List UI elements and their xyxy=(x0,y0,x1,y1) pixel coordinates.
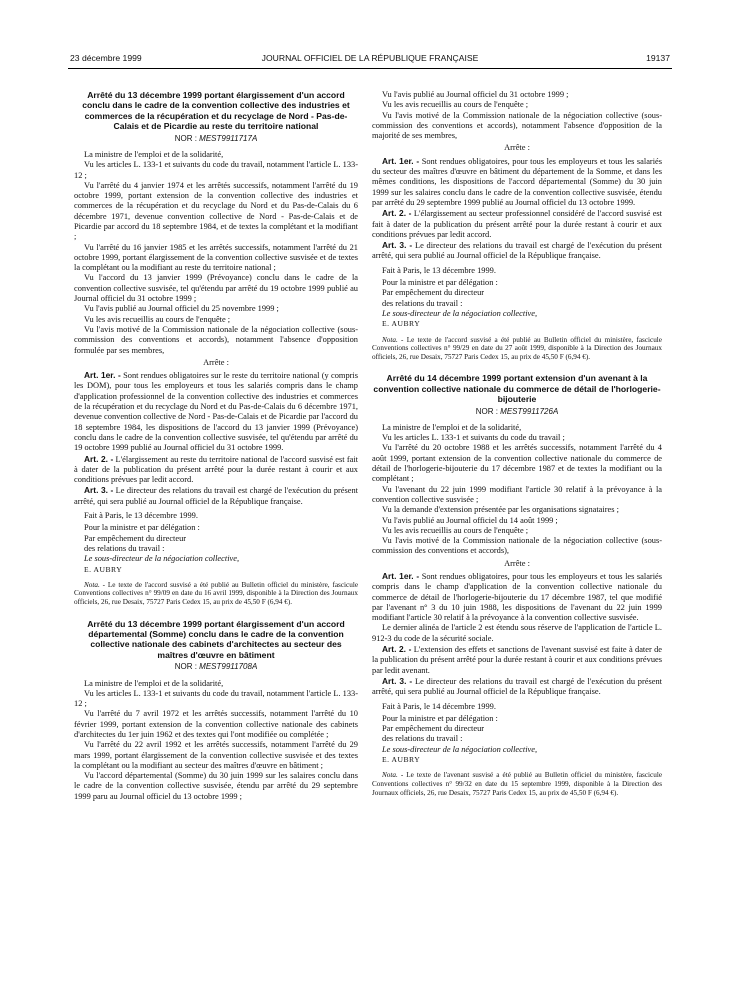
article-1 xyxy=(372,156,662,208)
article-label: Art. 1er. - xyxy=(84,370,121,381)
signature-date: Fait à Paris, le 14 décembre 1999. xyxy=(382,701,496,711)
arrete-heading: Arrête : xyxy=(504,143,530,153)
decree-title: Arrêté du 13 décembre 1999 portant élargissement d'un accord départemental (Somme) conclu dans le cadre de la convention collective nationale des cabinets d'architectes au secteur des maîtres d'œuvre en bâtiment xyxy=(87,618,345,660)
signature-line: Pour la ministre et par délégation : xyxy=(382,713,498,723)
page-header xyxy=(70,53,670,67)
article-3 xyxy=(372,676,662,698)
article-text: Sont rendues obligatoires, pour tous les employeurs et tous les salariés du secteur des maîtres d'œuvre en bâtiment du département de la Somme, et dans les mêmes conditions, les dispositions de l'accord départemental (Somme) du 30 juin 1999 sur les salaires conclu dans le cadre de la convention collective susvisée, étendu par arrêté du 29 septembre 1999 publié au Journal officiel du 13 octobre 1999. xyxy=(372,156,663,207)
decree-3 xyxy=(372,373,662,797)
article-label: Art. 2. - xyxy=(382,208,412,219)
paragraph: Vu les avis recueillis au cours de l'enquête ; xyxy=(382,525,529,535)
paragraph: Vu les avis recueillis au cours de l'enquête ; xyxy=(382,100,529,110)
paragraph: La ministre de l'emploi et de la solidarité, xyxy=(84,678,224,688)
nor-line xyxy=(372,407,662,417)
header-journal-title: JOURNAL OFFICIEL DE LA RÉPUBLIQUE FRANÇAISE xyxy=(261,53,479,63)
left-column xyxy=(74,90,358,802)
paragraph: La ministre de l'emploi et de la solidarité, xyxy=(382,422,522,432)
nor-line xyxy=(74,662,358,672)
arrete-heading: Arrête : xyxy=(504,558,530,568)
signature-line: Par empêchement du directeur xyxy=(382,724,485,734)
article-label: Art. 1er. - xyxy=(382,570,420,581)
paragraph: La ministre de l'emploi et de la solidarité, xyxy=(84,149,224,159)
paragraph: Le dernier alinéa de l'article 2 est étendu sous réserve de l'application de l'article L. 912-3 du code de la sécurité sociale. xyxy=(372,623,662,643)
arrete-heading: Arrête : xyxy=(203,357,229,367)
paragraph: Vu l'avis motivé de la Commission nationale de la négociation collective (sous-commission des conventions et accords), notamment l'absence d'opposition formulée par ses membres, xyxy=(74,324,358,355)
signature-line: Par empêchement du directeur xyxy=(382,288,485,298)
decree-2 xyxy=(74,619,358,802)
paragraph: Vu l'avis motivé de la Commission nationale de la négociation collective (sous-commission des conventions et accords), notamment l'absence d'opposition de la majorité de ses membres, xyxy=(372,110,662,141)
article-1 xyxy=(372,571,662,623)
signature-line: Pour la ministre et par délégation : xyxy=(382,278,498,288)
decree-title: Arrêté du 13 décembre 1999 portant élargissement d'un accord conclu dans le cadre de la convention collective des industries et commerces de la récupération et du recyclage de Nord - Pas-de-Calais et de Picardie au reste du territoire national xyxy=(82,90,350,132)
paragraph: Vu l'avis publié au Journal officiel du 25 novembre 1999 ; xyxy=(84,304,279,314)
signature-line: des relations du travail : xyxy=(382,734,463,744)
article-label: Art. 2. - xyxy=(84,453,114,464)
paragraph: Vu les articles L. 133-1 et suivants du code du travail, notamment l'article L. 133-12 ; xyxy=(74,160,358,180)
signature-line: des relations du travail : xyxy=(84,543,165,553)
decree-1 xyxy=(74,90,358,607)
signature-line: Le sous-directeur de la négociation collective, xyxy=(382,308,538,318)
paragraph: Vu l'avenant du 22 juin 1999 modifiant l'article 30 relatif à la prévoyance à la convention collective susvisée ; xyxy=(372,484,662,504)
paragraph: Vu l'accord du 13 janvier 1999 (Prévoyance) conclu dans le cadre de la convention collective susvisée, tel qu'étendu par arrêté du 19 octobre 1999 publié au Journal officiel du 31 octobre 1999 ; xyxy=(74,273,358,304)
paragraph: Vu l'arrêté du 16 janvier 1985 et les arrêtés successifs, notamment l'arrêté du 21 octobre 1999, portant élargissement de la convention collective susvisée et de textes la complétant ou la modifiant au reste du territoire national ; xyxy=(74,242,358,273)
article-text: Sont rendues obligatoires sur le reste du territoire national (y compris les DOM), pour tous les employeurs et tous les salariés compris dans le champ d'application professionnel de la convention collective des industries et commerces de la récupération et du recyclage du Nord et du Pas-de-Calais du 6 décembre 1971, devenue convention collective de Nord - Pas-de-Calais et de Picardie par l'accord du 18 septembre 1984, les dispositions de l'accord du 13 janvier 1999 (Prévoyance) conclu dans le cadre de la convention collective susvisée, tel qu'étendu par arrêté du 19 octobre 1999 publié au Journal officiel du 31 octobre 1999. xyxy=(74,371,359,453)
signatory-name: E. AUBRY xyxy=(382,319,421,329)
signatory-name: E. AUBRY xyxy=(84,564,123,574)
article-label: Art. 1er. - xyxy=(382,155,420,166)
nor-line xyxy=(74,134,358,144)
paragraph: Vu l'arrêté du 7 avril 1972 et les arrêtés successifs, notamment l'arrêté du 10 février 1999, portant extension de la convention collective nationale des cabinets d'architectes du 1er juin 1962 et des textes qui l'ont modifiée ou complétée ; xyxy=(74,709,358,739)
right-column xyxy=(372,90,662,797)
header-page-number: 19137 xyxy=(646,53,670,63)
article-label: Art. 2. - xyxy=(382,644,412,655)
paragraph: Vu l'arrêté du 22 avril 1992 et les arrêtés successifs, notamment l'arrêté du 29 mars 1999, portant élargissement de la convention collective susvisée et des textes la complétant ou la modifiant au secteur des maîtres d'œuvre en bâtiment ; xyxy=(74,740,358,770)
paragraph: Vu l'arrêté du 20 octobre 1988 et les arrêtés successifs, notamment l'arrêté du 4 août 1999, portant extension de la convention collective nationale du commerce de détail de l'horlogerie-bijouterie du 17 décembre 1987 et de textes la modifiant ou la complétant ; xyxy=(372,443,662,484)
nota xyxy=(74,581,358,607)
paragraph: Vu l'avis publié au Journal officiel du 31 octobre 1999 ; xyxy=(382,90,569,99)
article-3 xyxy=(372,240,662,262)
paragraph: Vu les articles L. 133-1 et suivants du code du travail, notamment l'article L. 133-12 ; xyxy=(74,688,358,709)
paragraph: Vu l'avis publié au Journal officiel du 14 août 1999 ; xyxy=(382,515,558,525)
article-3 xyxy=(74,485,358,507)
nota-label: Nota. xyxy=(382,335,398,344)
nor-label: NOR : xyxy=(174,133,197,143)
nor-code: MEST9911717A xyxy=(199,133,258,143)
signature-date: Fait à Paris, le 13 décembre 1999. xyxy=(382,265,496,275)
nota-text: - Le texte de l'avenant susvisé a été publié au Bulletin officiel du ministère, fascicule Conventions collectives n° 99/32 en date du 15 septembre 1999, disponible à la Direction des Journaux officiels, 26, rue Desaix, 75727 Paris Cedex 15, au prix de 45,50 F (6,94 €). xyxy=(372,771,663,797)
article-2 xyxy=(74,454,358,486)
article-text: Le directeur des relations du travail est chargé de l'exécution du présent arrêté, qui sera publié au Journal officiel de la République française. xyxy=(74,486,359,506)
nota-text: - Le texte de l'accord susvisé a été publié au Bulletin officiel du ministère, fascicule Conventions collectives n° 99/29 en date du 27 août 1999, disponible à la Direction des Journaux officiels, 26, rue Desaix, 75727 Paris Cedex 15, au prix de 45,50 F (6,94 €). xyxy=(372,335,662,361)
article-text: L'élargissement au reste du territoire national de l'accord susvisé est fait à dater de la publication du présent arrêté pour la durée restant à courir et aux conditions prévues par ledit accord. xyxy=(74,454,359,485)
nor-label: NOR : xyxy=(174,662,197,672)
article-text: Le directeur des relations du travail est chargé de l'exécution du présent arrêté, qui sera publié au Journal officiel de la République française. xyxy=(372,241,662,261)
decree-2-continued xyxy=(372,90,662,361)
nota-text: - Le texte de l'accord susvisé a été publié au Bulletin officiel du ministère, fascicule Conventions collectives n° 99/09 en date du 16 avril 1999, disponible à la Direction des Journaux officiels, 26, rue Desaix, 75727 Paris Cedex 15, au prix de 45,50 F (6,94 €). xyxy=(74,580,359,606)
paragraph: Vu l'arrêté du 4 janvier 1974 et les arrêtés successifs, notamment l'arrêté du 19 octobre 1999, portant extension de la convention collective des industries et commerces de la récupération et du recyclage du Nord et du Pas-de-Calais du 6 décembre 1971, devenue convention collective de Nord - Pas-de-Calais et de Picardie par accord du 18 septembre 1984, et de textes la complétant et la modifiant ; xyxy=(74,180,358,242)
article-label: Art. 3. - xyxy=(382,675,413,686)
nor-label: NOR : xyxy=(475,406,498,416)
signature-line: Le sous-directeur de la négociation collective, xyxy=(84,554,240,564)
article-text: L'extension des effets et sanctions de l'avenant susvisé est faite à dater de la publication du présent arrêté pour la durée restant à courir et aux conditions prévues par ledit avenant. xyxy=(372,645,662,675)
nor-code: MEST9911726A xyxy=(500,406,559,416)
article-label: Art. 3. - xyxy=(84,485,114,496)
signature-line: Par empêchement du directeur xyxy=(84,533,187,543)
nota xyxy=(372,771,662,797)
signature-line: Pour la ministre et par délégation : xyxy=(84,523,200,533)
nota-label: Nota. xyxy=(382,771,398,780)
paragraph: Vu l'avis motivé de la Commission nationale de la négociation collective (sous-commission des conventions et accords), xyxy=(372,536,662,556)
paragraph: Vu les avis recueillis au cours de l'enquête ; xyxy=(84,314,231,324)
signature-date: Fait à Paris, le 13 décembre 1999. xyxy=(84,511,198,521)
header-rule xyxy=(68,68,672,69)
nota xyxy=(372,336,662,362)
article-text: Le directeur des relations du travail est chargé de l'exécution du présent arrêté, qui sera publié au Journal officiel de la République française. xyxy=(372,676,662,697)
article-2 xyxy=(372,644,662,676)
paragraph: Vu l'accord départemental (Somme) du 30 juin 1999 sur les salaires conclu dans le cadre de la convention collective susvisée, étendu par arrêté du 29 septembre 1999 paru au Journal officiel du 13 octobre 1999 ; xyxy=(74,771,358,801)
signature-line: Le sous-directeur de la négociation collective, xyxy=(382,744,538,754)
header-date: 23 décembre 1999 xyxy=(70,53,142,63)
article-1 xyxy=(74,370,358,453)
nor-code: MEST9911708A xyxy=(199,662,258,672)
signature-line: des relations du travail : xyxy=(382,298,463,308)
signatory-name: E. AUBRY xyxy=(382,755,421,765)
article-label: Art. 3. - xyxy=(382,240,413,251)
article-text: L'élargissement au secteur professionnel considéré de l'accord susvisé est fait à dater de la publication du présent arrêté pour la durée restant à courir et aux conditions prévues par ledit accord. xyxy=(372,209,662,239)
nota-label: Nota. xyxy=(84,580,100,589)
paragraph: Vu la demande d'extension présentée par les organisations signataires ; xyxy=(382,505,619,515)
article-text: Sont rendues obligatoires, pour tous les employeurs et tous les salariés compris dans le champ d'application de la convention collective nationale du commerce de détail de l'horlogerie-bijouterie du 17 décembre 1987, tel que modifié par l'avenant n° 3 du 10 juin 1988, les dispositions de l'avenant du 22 juin 1999 modifiant l'article 30 relatif à la prévoyance à la convention collective susvisée. xyxy=(372,571,663,623)
decree-title: Arrêté du 14 décembre 1999 portant extension d'un avenant à la convention collective nationale du commerce de détail de l'horlogerie-bijouterie xyxy=(373,373,661,405)
article-2 xyxy=(372,208,662,240)
paragraph: Vu les articles L. 133-1 et suivants du code du travail ; xyxy=(382,433,565,443)
